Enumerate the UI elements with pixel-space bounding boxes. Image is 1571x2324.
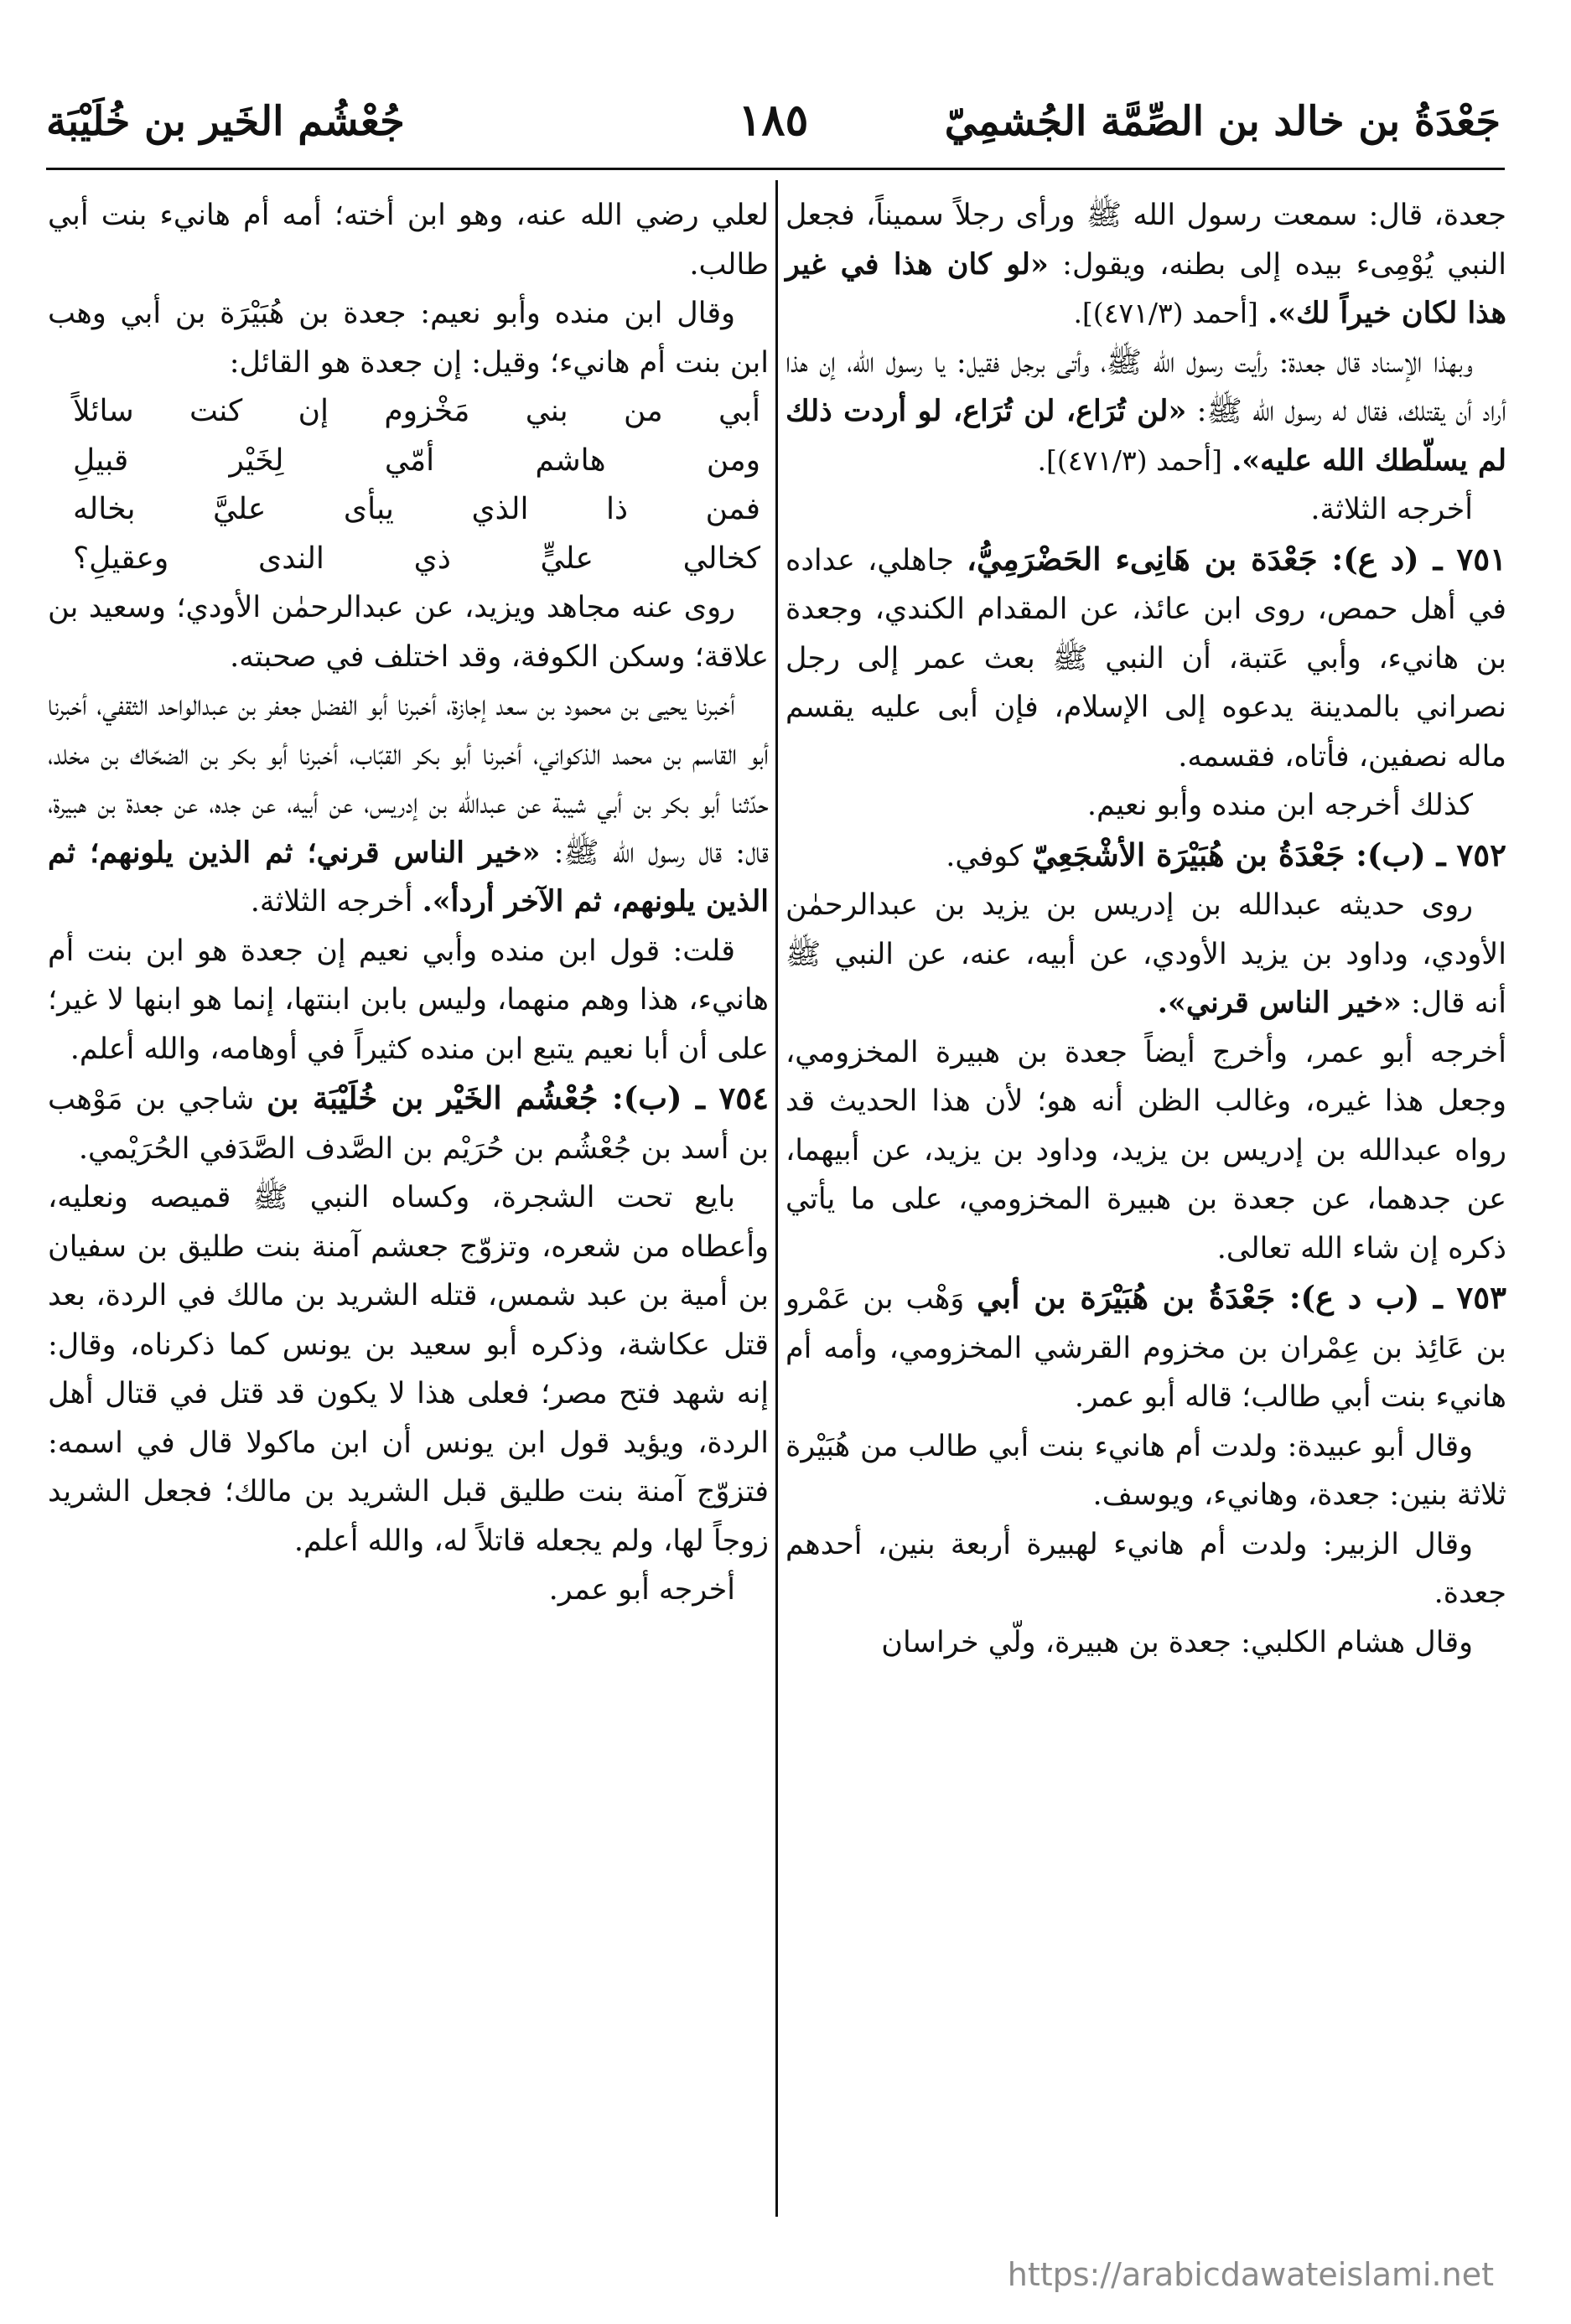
hadith-quote: «لو كان هذا في غير هذا لكان خيراً لك». <box>786 246 1506 330</box>
poem-verse: فمن ذا الذي يبأى عليَّ بخاله <box>73 492 760 526</box>
source-reference: [أحمد (٤٧١/٣)]. <box>1037 443 1222 477</box>
entry-751: ٧٥١ ـ (د ع): جَعْدَة بن هَانِىء الحَضْرَمِيُّ، جاهلي، عداده في أهل حمص، روى ابن عائذ، عن المقدام الكندي، وجعدة بن هانيء، وأبي عَتبة، أن النبي ﷺ بعث عمر إلى رجل نصراني بالمدينة يدعوه إلى الإسلام، فإن أبى عليه يقسم ماله نصفين، فأتاه، فقسمه. <box>786 540 1506 774</box>
paragraph: وقال أبو عبيدة: ولدت أم هانيء بنت أبي طالب من هُبَيْرة ثلاثة بنين: جعدة، وهانيء، ويوسف. <box>786 1429 1506 1512</box>
paragraph: روى حديثه عبدالله بن إدريس بن يزيد بن عبدالرحمٰن الأودي، وداود بن يزيد الأودي، عن أبيه، عنه، عن النبي ﷺ أنه قال: «خير الناس قرني». <box>786 888 1506 1020</box>
running-title-right: جَعْدَةُ بن خالد بن الصِّمَّة الجُشمِيّ <box>944 98 1501 145</box>
paragraph: بايع تحت الشجرة، وكساه النبي ﷺ قميصه ونعليه، وأعطاه من شعره، وتزوّج جعشم آمنة بنت طليق بن سفيان بن أمية بن عبد شمس، قتله الشريد بن مالك في الردة، بعد قتل عكاشة، وذكره أبو سعيد بن يونس كما ذكرناه، وقال: إنه شهد فتح مصر؛ فعلى هذا لا يكون قد قتل في قتال أهل الردة، ويؤيد قول ابن يونس أن ابن ماكولا قال في اسمه: فتزوّج آمنة بنت طليق قبل الشريد بن مالك؛ فجعل الشريد زوجاً لها، ولم يجعله قاتلاً له، والله أعلم. <box>48 1181 769 1558</box>
paragraph: قلت: قول ابن منده وأبي نعيم إن جعدة هو ابن بنت أم هانيء، هذا وهم منهما، وليس بابن ابنتها، إنما هو ابنها لا غير؛ على أن أبا نعيم يتبع ابن منده كثيراً في أوهامه، والله أعلم. <box>48 934 769 1066</box>
paragraph: كذلك أخرجه ابن منده وأبو نعيم. <box>1086 789 1473 822</box>
page-header <box>46 88 1501 155</box>
poem-verse: ومن هاشم أمّي لِخَيْر قبيلِ <box>73 443 760 478</box>
page-number: ١٨٥ <box>738 95 809 146</box>
source-reference: [أحمد (٤٧١/٣)]. <box>1073 297 1258 329</box>
hadith-quote: «خير الناس قرني؛ ثم الذين يلونهم؛ ثم الذين يلونهم، ثم الآخر أردأ». <box>48 835 769 919</box>
paragraph: روى عنه مجاهد ويزيد، عن عبدالرحمٰن الأودي؛ وسعيد بن علاقة؛ وسكن الكوفة، وقد اختلف في صحبته. <box>48 591 769 674</box>
paragraph: وقال هشام الكلبي: جعدة بن هبيرة، ولّي خراسان <box>881 1625 1473 1659</box>
running-title-left: جُعْشُم الخَير بن خُلَيْبَة <box>46 98 405 145</box>
entry-title: ٧٥٣ ـ (ب د ع): جَعْدَةُ بن هُبَيْرَة بن أبي <box>977 1279 1506 1316</box>
paragraph: وقال الزبير: ولدت أم هانيء لهبيرة أربعة بنين، أحدهم جعدة. <box>786 1527 1506 1610</box>
paragraph: أخرجه الثلاثة. <box>1310 493 1473 526</box>
hadith-quote: «خير الناس قرني». <box>1157 986 1402 1020</box>
column-divider <box>775 180 778 2217</box>
paragraph: أخرجه أبو عمر. <box>548 1573 735 1607</box>
paragraph: وبهذا الإسناد قال جعدة: رأيت رسول الله ﷺ، وأتى برجل فقيل: يا رسول الله، إن هذا أراد أن يقتلك، فقال له رسول الله ﷺ: «لن تُرَاع، لن تُرَاع، لو أردت ذلك لم يسلّطك الله عليه». [أحمد (٤٧١/٣)]. <box>786 345 1506 478</box>
poem-verse: أبي من بني مَخْزوم إن كنت سائلاً <box>73 394 760 428</box>
entry-title: ٧٥٢ ـ (ب): جَعْدَةُ بن هُبَيْرَة الأشْجَعِيّ <box>1032 836 1506 873</box>
entry-title: ٧٥٤ ـ (ب): جُعْشُم الخَيْر بن خُلَيْبَة بن <box>267 1079 769 1116</box>
paragraph: أخبرنا يحيى بن محمود بن سعد إجازة، أخبرنا أبو الفضل جعفر بن عبدالواحد الثقفي، أخبرنا أبو القاسم بن محمد الذكواني، أخبرنا أبو بكر القبّاب، أخبرنا أبو بكر بن الضحّاك بن مخلد، حدّثنا أبو بكر بن أبي شيبة عن عبدالله بن إدريس، عن أبيه، عن جده، عن جعدة بن هبيرة، قال: قال رسول الله ﷺ: «خير الناس قرني؛ ثم الذين يلونهم؛ ثم الذين يلونهم، ثم الآخر أردأ». أخرجه الثلاثة. <box>48 689 769 919</box>
left-column <box>48 191 769 1615</box>
paragraph: أخرجه أبو عمر، وأخرج أيضاً جعدة بن هبيرة المخزومي، وجعل هذا غيره، وغالب الظن أنه هو؛ لأن هذا الحديث قد رواه عبدالله بن إدريس بن يزيد، وداود بن يزيد، عن أبيهما، عن جدهما، عن جعدة بن هبيرة المخزومي، على ما يأتي ذكره إن شاء الله تعالى. <box>786 1035 1506 1266</box>
entry-754: ٧٥٤ ـ (ب): جُعْشُم الخَيْر بن خُلَيْبَة بن شاجي بن مَوْهب بن أسد بن جُعْشُم بن حُرَيْم بن الصَّدف الصَّدَفي الحُرَيْمي. <box>48 1079 769 1166</box>
paragraph: جعدة، قال: سمعت رسول الله ﷺ ورأى رجلاً سميناً، فجعل النبي يُوْمِىء بيده إلى بطنه، ويقول: «لو كان هذا في غير هذا لكان خيراً لك». [أحمد (٤٧١/٣)]. <box>786 199 1506 330</box>
poem-verse: كخالي عليٍّ ذي الندى وعقيلِ؟ <box>73 541 760 576</box>
poem <box>48 387 769 583</box>
watermark-url: https://arabicdawateislami.net <box>1007 2256 1494 2293</box>
hadith-quote: «لن تُرَاع، لن تُرَاع، لو أردت ذلك لم يسلّطك الله عليه». <box>786 394 1506 478</box>
paragraph: لعلي رضي الله عنه، وهو ابن أخته؛ أمه أم هانيء بنت أبي طالب. <box>48 199 769 282</box>
paragraph: وقال ابن منده وأبو نعيم: جعدة بن هُبَيْرَة بن أبي وهب ابن بنت أم هانيء؛ وقيل: إن جعدة هو القائل: <box>48 297 769 380</box>
entry-752: ٧٥٢ ـ (ب): جَعْدَةُ بن هُبَيْرَة الأشْجَعِيّ كوفي. <box>946 836 1506 873</box>
right-column <box>786 191 1506 1667</box>
header-rule <box>46 168 1505 170</box>
entry-title: ٧٥١ ـ (د ع): جَعْدَة بن هَانِىء الحَضْرَمِيُّ، <box>967 540 1506 577</box>
entry-753: ٧٥٣ ـ (ب د ع): جَعْدَةُ بن هُبَيْرَة بن أبي وَهْب بن عَمْرو بن عَائِذ بن عِمْران بن مخزوم القرشي المخزومي، وأمه أم هانيء بنت أبي طالب؛ قاله أبو عمر. <box>786 1279 1506 1414</box>
